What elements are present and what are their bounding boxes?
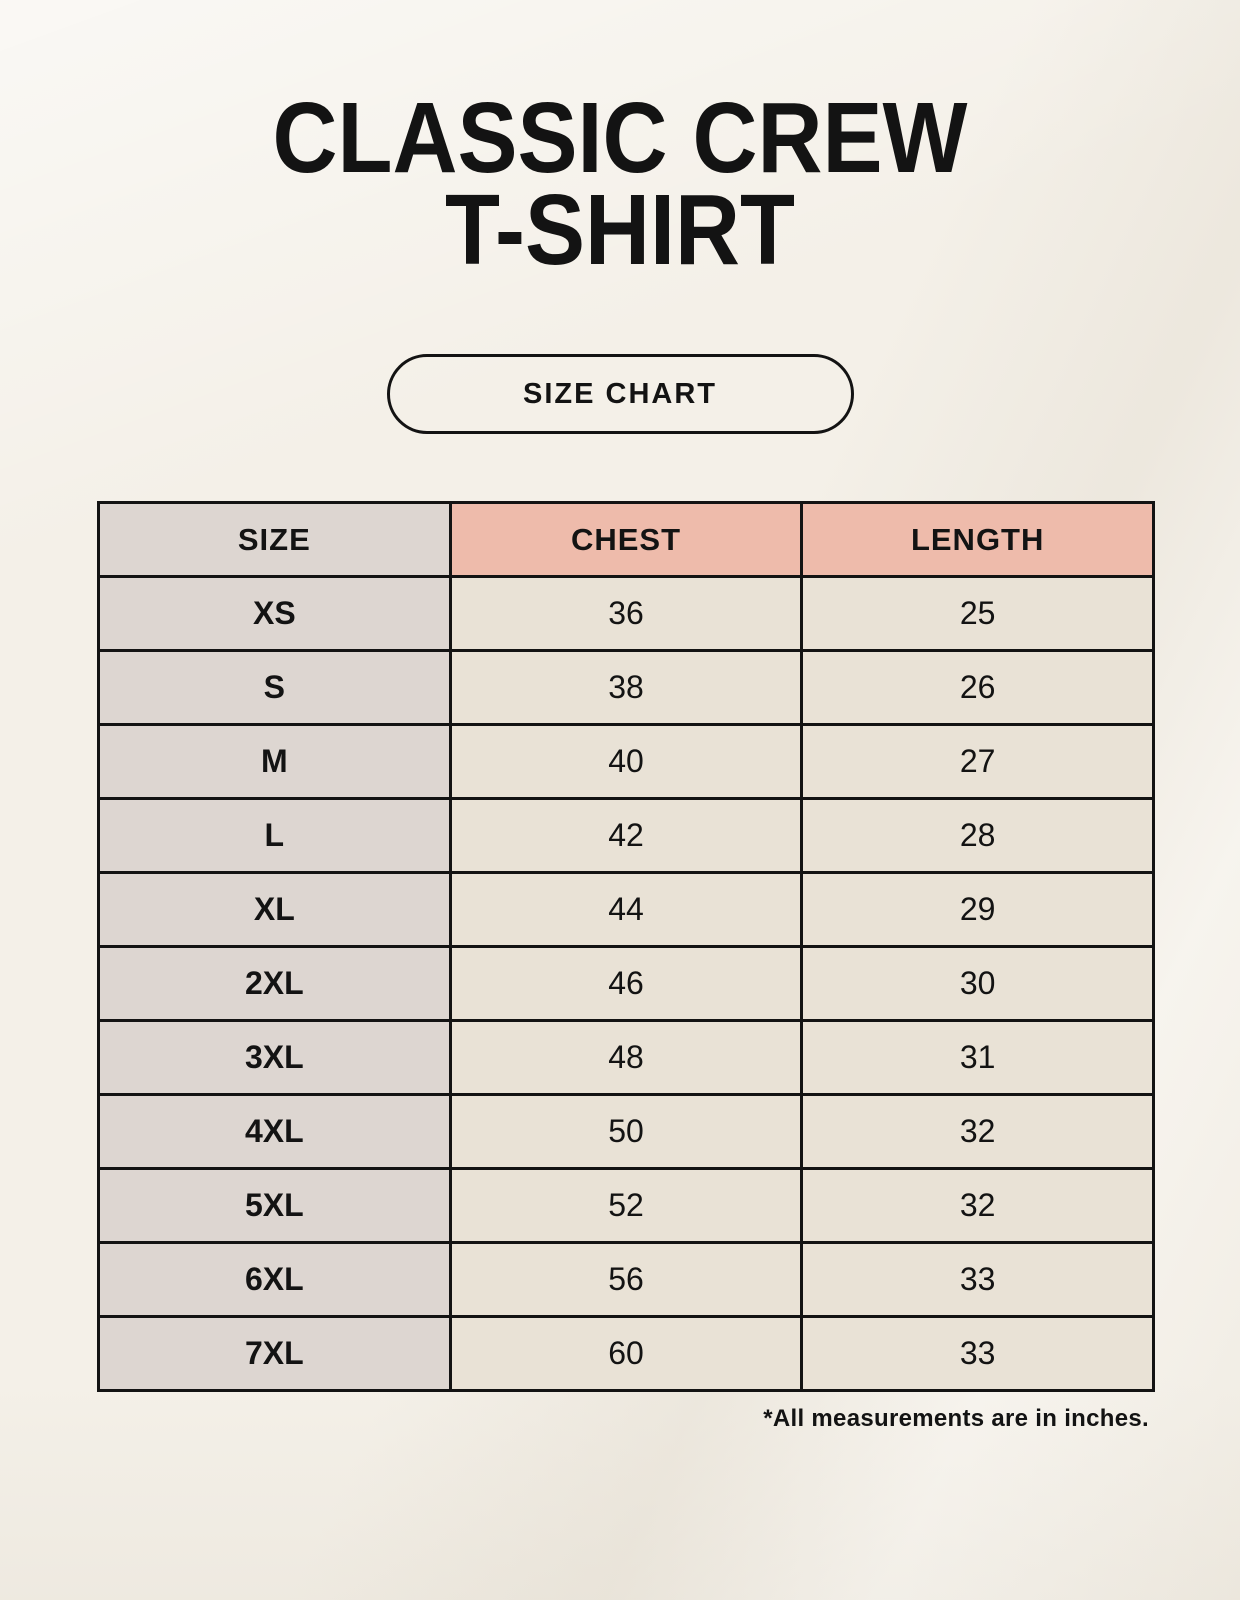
size-label: XS <box>99 577 451 651</box>
measurement-value: 26 <box>802 651 1154 725</box>
measurement-value: 44 <box>450 873 802 947</box>
measurement-value: 48 <box>450 1021 802 1095</box>
measurement-value: 56 <box>450 1243 802 1317</box>
table-row <box>99 1243 1154 1317</box>
measurement-value: 25 <box>802 577 1154 651</box>
measurement-value: 32 <box>802 1169 1154 1243</box>
page-title-line2: T-SHIRT <box>445 174 795 286</box>
measurement-value: 31 <box>802 1021 1154 1095</box>
measurement-value: 42 <box>450 799 802 873</box>
column-header-chest: CHEST <box>450 503 802 577</box>
size-label: S <box>99 651 451 725</box>
size-label: 2XL <box>99 947 451 1021</box>
table-row <box>99 651 1154 725</box>
table-row <box>99 947 1154 1021</box>
size-label: 5XL <box>99 1169 451 1243</box>
table-row <box>99 1021 1154 1095</box>
size-label: 4XL <box>99 1095 451 1169</box>
size-label: 7XL <box>99 1317 451 1391</box>
measurement-value: 38 <box>450 651 802 725</box>
size-label: 6XL <box>99 1243 451 1317</box>
table-row <box>99 1095 1154 1169</box>
measurement-value: 33 <box>802 1243 1154 1317</box>
page-title <box>62 82 1178 286</box>
size-chart-button-label: SIZE CHART <box>523 377 717 410</box>
column-header-length: LENGTH <box>802 503 1154 577</box>
table-row <box>99 1169 1154 1243</box>
measurement-value: 40 <box>450 725 802 799</box>
size-table <box>97 501 1155 1392</box>
measurements-footnote: *All measurements are in inches. <box>763 1405 1149 1432</box>
measurement-value: 29 <box>802 873 1154 947</box>
measurement-value: 36 <box>450 577 802 651</box>
size-label: L <box>99 799 451 873</box>
table-row <box>99 799 1154 873</box>
size-label: 3XL <box>99 1021 451 1095</box>
column-header-size: SIZE <box>99 503 451 577</box>
measurement-value: 50 <box>450 1095 802 1169</box>
table-body <box>99 577 1154 1391</box>
measurement-value: 32 <box>802 1095 1154 1169</box>
measurement-value: 30 <box>802 947 1154 1021</box>
table-row <box>99 1317 1154 1391</box>
page-title-line1: CLASSIC CREW <box>272 82 968 194</box>
measurement-value: 46 <box>450 947 802 1021</box>
table-row <box>99 725 1154 799</box>
measurement-value: 27 <box>802 725 1154 799</box>
table-row <box>99 873 1154 947</box>
table-header-row <box>99 503 1154 577</box>
measurement-value: 60 <box>450 1317 802 1391</box>
measurement-value: 33 <box>802 1317 1154 1391</box>
size-label: XL <box>99 873 451 947</box>
size-label: M <box>99 725 451 799</box>
table-row <box>99 577 1154 651</box>
measurement-value: 28 <box>802 799 1154 873</box>
size-chart-button[interactable] <box>387 354 854 434</box>
measurement-value: 52 <box>450 1169 802 1243</box>
